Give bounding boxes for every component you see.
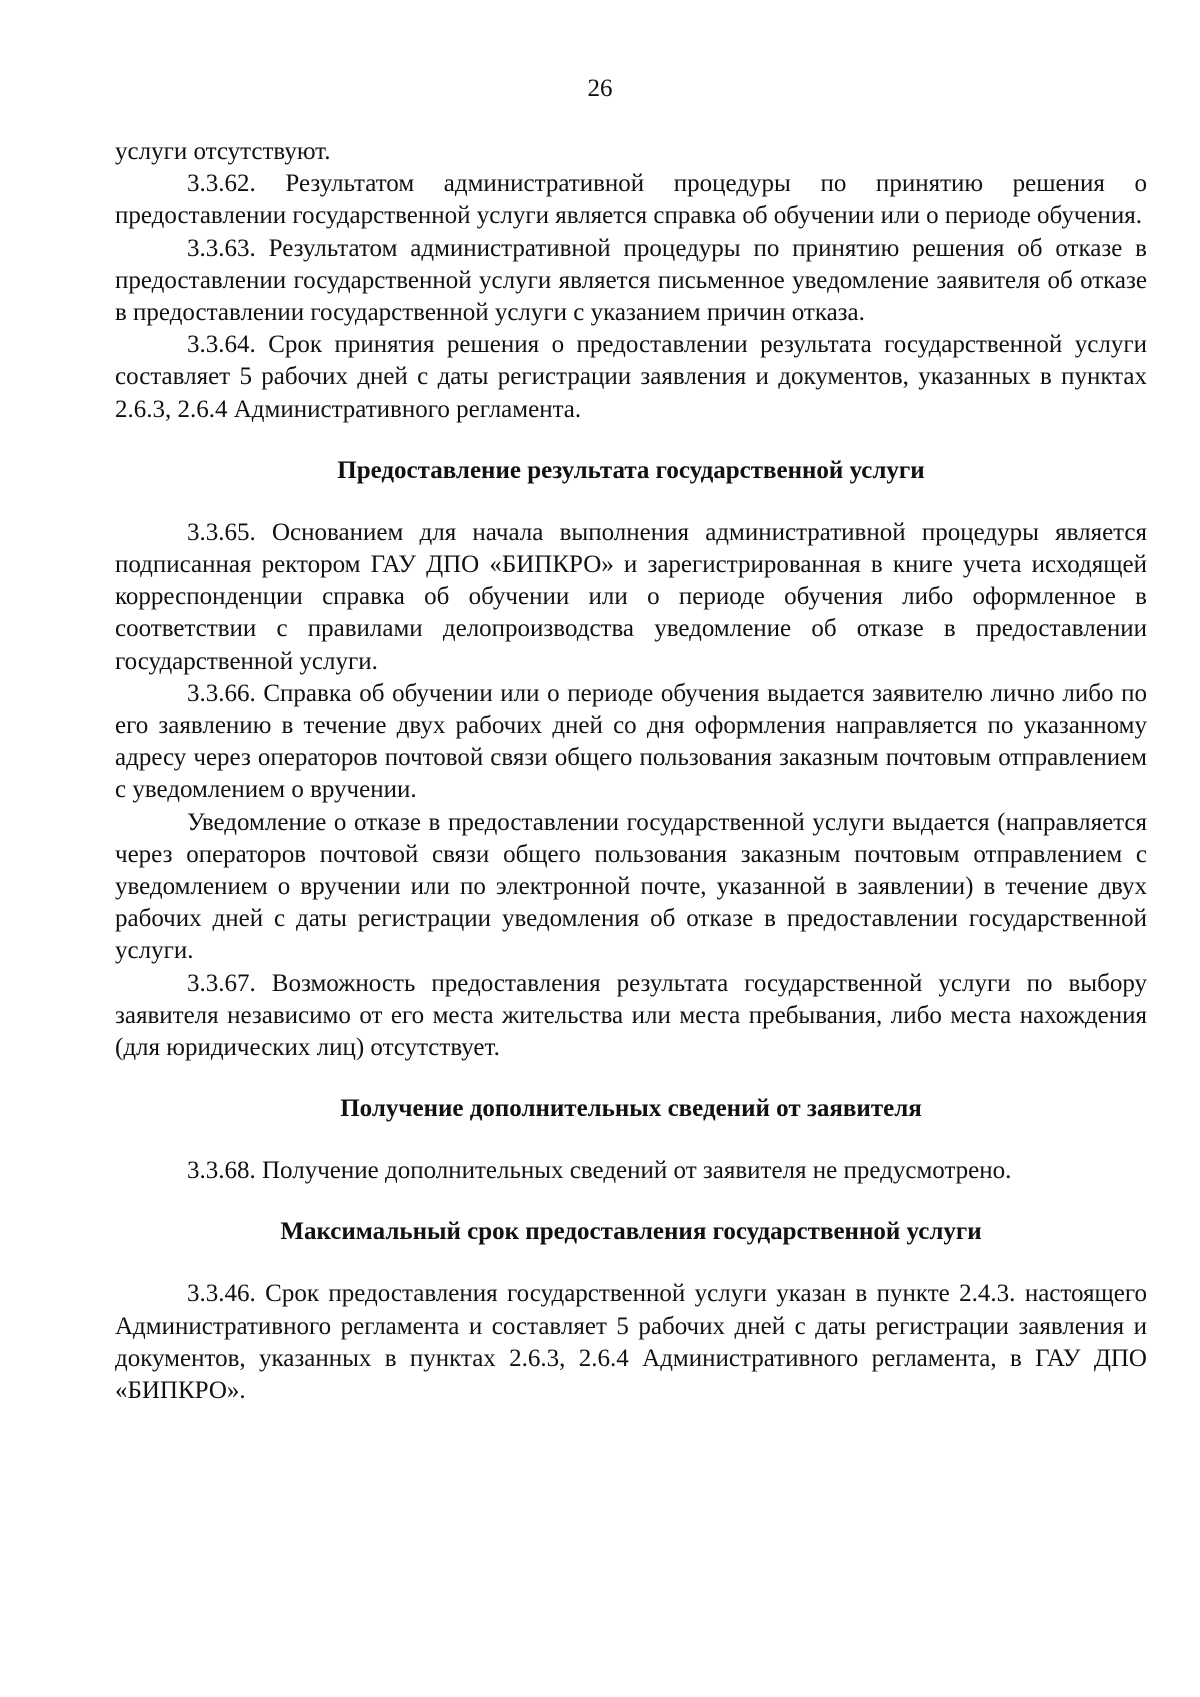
paragraph-continuation: услуги отсутствуют. bbox=[115, 138, 331, 165]
paragraph-3-3-68: 3.3.68. Получение дополнительных сведений от заявителя не предусмотрено. bbox=[187, 1157, 1012, 1185]
paragraph-3-3-62: 3.3.62. Результатом административной процедуры по принятию решения о предоставлении государственной услуги является справка об обучении или о периоде обучения. bbox=[115, 170, 1147, 230]
paragraph-3-3-46: 3.3.46. Срок предоставления государственной услуги указан в пункте 2.4.3. настоящего Административного регламента и составляет 5 рабочих дней с даты регистрации заявления и документов, указанных в пунктах 2.6.3, 2.6.4 Административного регламента, в ГАУ ДПО «БИПКРО». bbox=[115, 1280, 1147, 1405]
paragraph-3-3-63: 3.3.63. Результатом административной процедуры по принятию решения об отказе в предоставлении государственной услуги является письменное уведомление заявителя об отказе в предоставлении государственной услуги с указанием причин отказа. bbox=[115, 234, 1147, 327]
paragraph-3-3-66: 3.3.66. Справка об обучении или о периоде обучения выдается заявителю лично либо по его заявлению в течение двух рабочих дней со дня оформления направляется по указанному адресу через операторов почтовой связи общего пользования заказным почтовым отправлением с уведомлением о вручении. bbox=[115, 679, 1147, 804]
section-heading-max-term: Максимальный срок предоставления государственной услуги bbox=[280, 1218, 982, 1246]
section-heading-additional-info: Получение дополнительных сведений от заявителя bbox=[340, 1095, 922, 1123]
paragraph-3-3-67: 3.3.67. Возможность предоставления результата государственной услуги по выбору заявителя независимо от его места жительства или места пребывания, либо места нахождения (для юридических лиц) отсутствует. bbox=[115, 969, 1147, 1062]
section-heading-result-delivery: Предоставление результата государственной услуги bbox=[337, 456, 925, 484]
paragraph-3-3-65: 3.3.65. Основанием для начала выполнения административной процедуры является подписанная ректором ГАУ ДПО «БИПКРО» и зарегистрированная в книге учета исходящей корреспонденции справка об обучении или о периоде обучения либо оформленное в соответствии с правилами делопроизводства уведомление об отказе в предоставлении государственной услуги. bbox=[115, 518, 1147, 675]
page-number: 26 bbox=[587, 75, 613, 102]
document-body bbox=[115, 136, 1147, 1407]
paragraph-refusal-notice: Уведомление о отказе в предоставлении государственной услуги выдается (направляется через операторов почтовой связи общего пользования заказным почтовым отправлением с уведомлением о вручении или по электронной почте, указанной в заявлении) в течение двух рабочих дней с даты регистрации уведомления об отказе в предоставлении государственной услуги. bbox=[115, 808, 1147, 965]
paragraph-3-3-64: 3.3.64. Срок принятия решения о предоставлении результата государственной услуги составляет 5 рабочих дней с даты регистрации заявления и документов, указанных в пунктах 2.6.3, 2.6.4 Административного регламента. bbox=[115, 331, 1147, 423]
